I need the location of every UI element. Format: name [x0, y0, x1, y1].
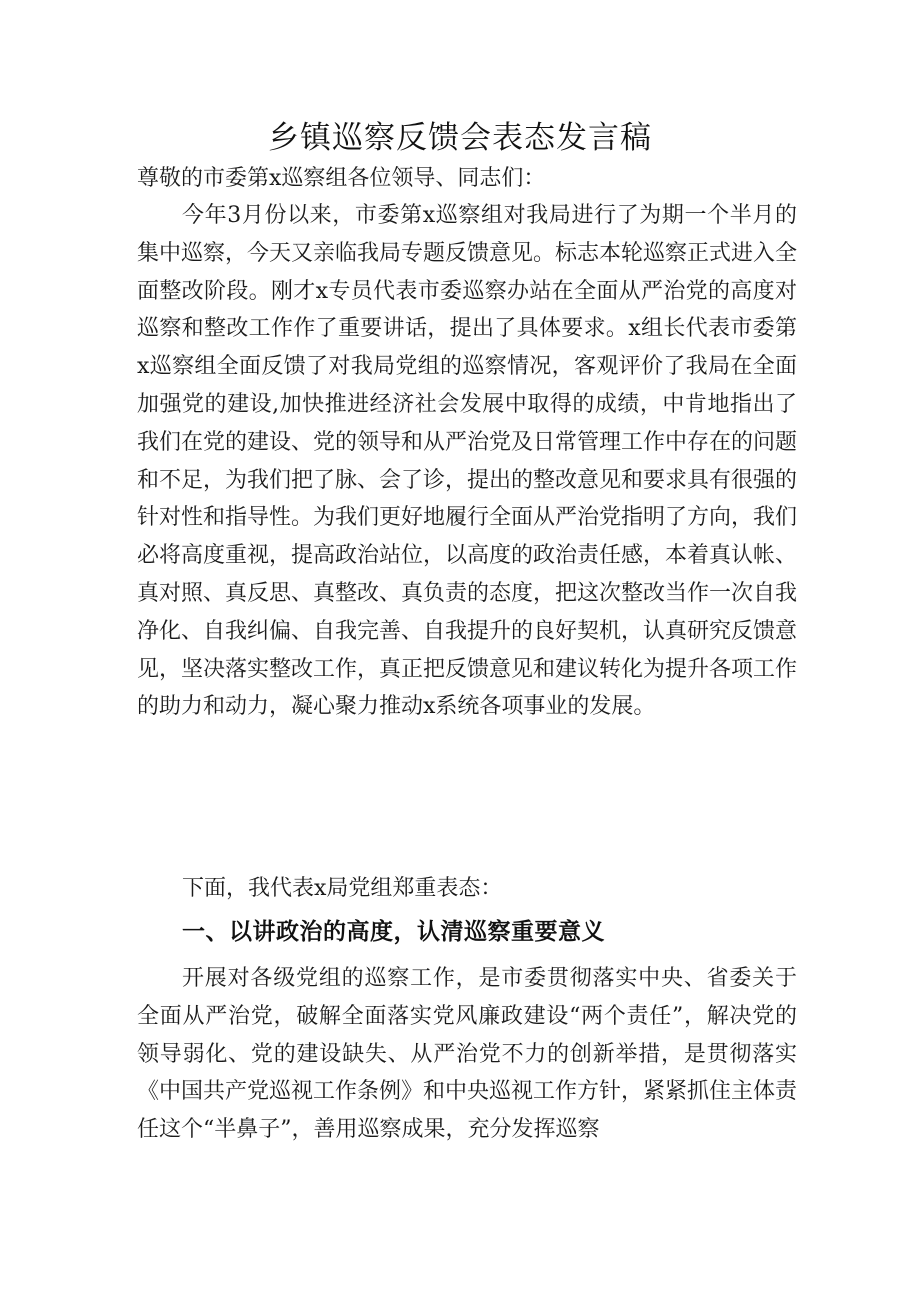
- section-1-paragraph: 开展对各级党组的巡察工作，是市委贯彻落实中央、省委关于全面从严治党，破解全面落实党风廉政建设“两个责任”，解决党的领导弱化、党的建设缺失、从严治党不力的创新举措，是贯彻落实《中国共产党巡视工作条例》和中央巡视工作方针，紧紧抓住主体责任这个“半鼻子”，善用巡察成果，充分发挥巡察: [137, 966, 798, 1143]
- paragraph-intro: 今年3月份以来，市委第x巡察组对我局进行了为期一个半月的集中巡察，今天又亲临我局专题反馈意见。标志本轮巡察正式进入全面整改阶段。刚才x专员代表市委巡察办站在全面从严治党的高度对巡察和整改工作作了重要讲话，提出了具体要求。x组长代表市委第x巡察组全面反馈了对我局党组的巡察情况，客观评价了我局在全面加强党的建设,加快推进经济社会发展中取得的成绩，中肯地指出了我们在党的建设、党的领导和从严治党及日常管理工作中存在的问题和不足，为我们把了脉、会了诊，提出的整改意见和要求具有很强的针对性和指导性。为我们更好地履行全面从严治党指明了方向，我们必将高度重视，提高政治站位，以高度的政治责任感，本着真认帐、真对照、真反思、真整改、真负责的态度，把这次整改当作一次自我净化、自我纠偏、自我完善、自我提升的良好契机，认真研究反馈意见，坚决落实整改工作，真正把反馈意见和建议转化为提升各项工作的助力和动力，凝心聚力推动x系统各项事业的发展。: [137, 203, 798, 720]
- salutation: 尊敬的市委第x巡察组各位领导、同志们：: [137, 166, 546, 191]
- paragraph-statement: 下面，我代表x局党组郑重表态：: [182, 876, 503, 901]
- section-heading-1: 一、以讲政治的高度，认清巡察重要意义: [182, 919, 605, 945]
- document-title: 乡镇巡察反馈会表态发言稿: [268, 120, 652, 156]
